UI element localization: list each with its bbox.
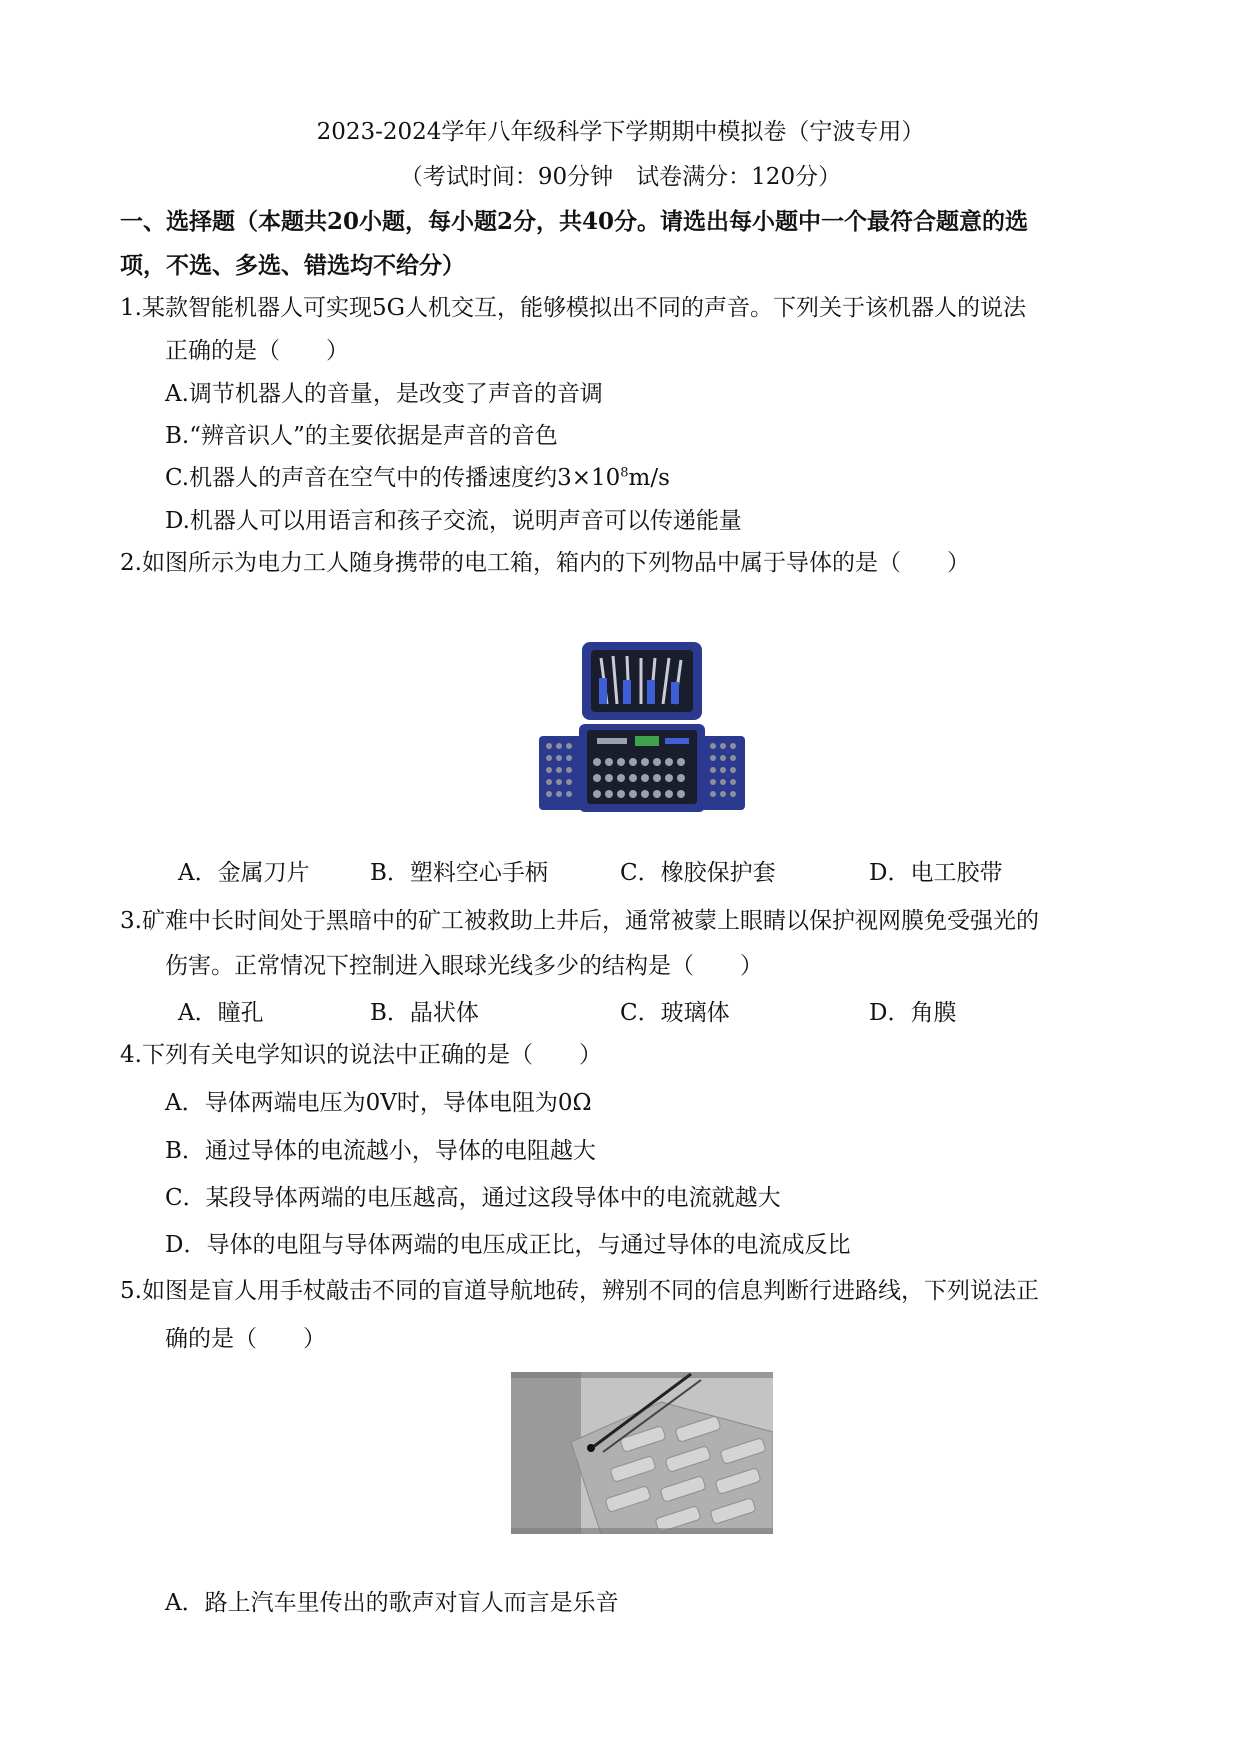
question-1-option-a: A.调节机器人的音量，是改变了声音的音调 — [165, 381, 603, 407]
option-c-unit: m/s — [628, 465, 670, 491]
question-5-stem: 5.如图是盲人用手杖敲击不同的盲道导航地砖，辨别不同的信息判断行进路线，下列说法正 — [120, 1278, 1039, 1304]
question-2-stem: 2.如图所示为电力工人随身携带的电工箱，箱内的下列物品中属于导体的是（ ） — [120, 550, 970, 576]
section-header-line1: 一、选择题（本题共20小题，每小题2分，共40分。请选出每小题中一个最符合题意的选 — [120, 208, 1029, 235]
question-3-stem: 3.矿难中长时间处于黑暗中的矿工被救助上井后，通常被蒙上眼睛以保护视网膜免受强光的 — [120, 908, 1039, 934]
question-5-option-a: A．路上汽车里传出的歌声对盲人而言是乐音 — [165, 1590, 619, 1616]
question-3-option-a: A．瞳孔 — [178, 1000, 264, 1026]
page-subtitle: （考试时间：90分钟 试卷满分：120分） — [399, 164, 842, 190]
question-2-option-b: B．塑料空心手柄 — [370, 860, 548, 886]
question-2-option-a: A．金属刀片 — [178, 860, 310, 886]
question-4-option-a: A．导体两端电压为0V时，导体电阻为0Ω — [165, 1090, 592, 1116]
section-header-line2: 项，不选、多选、错选均不给分） — [120, 252, 465, 279]
question-4-option-d: D．导体的电阻与导体两端的电压成正比，与通过导体的电流成反比 — [165, 1232, 851, 1258]
question-4-option-b: B．通过导体的电流越小，导体的电阻越大 — [165, 1138, 596, 1164]
question-1-stem-cont: 正确的是（ ） — [165, 338, 349, 364]
question-2-option-d: D．电工胶带 — [869, 860, 1003, 886]
question-1-option-d: D.机器人可以用语言和孩子交流，说明声音可以传递能量 — [165, 508, 742, 534]
question-3-option-c: C．玻璃体 — [620, 1000, 730, 1026]
question-5-stem-cont: 确的是（ ） — [165, 1326, 326, 1352]
question-3-option-b: B．晶状体 — [370, 1000, 479, 1026]
option-c-exponent: 8 — [620, 465, 629, 481]
question-4-option-c: C．某段导体两端的电压越高，通过这段导体中的电流就越大 — [165, 1185, 781, 1211]
question-1-stem: 1.某款智能机器人可实现5G人机交互，能够模拟出不同的声音。下列关于该机器人的说法 — [120, 295, 1026, 321]
question-4-stem: 4.下列有关电学知识的说法中正确的是（ ） — [120, 1042, 602, 1068]
page-title: 2023-2024学年八年级科学下学期期中模拟卷（宁波专用） — [316, 119, 925, 145]
tactile-paving-image — [511, 1372, 773, 1534]
option-c-text: C.机器人的声音在空气中的传播速度约3×10 — [165, 465, 621, 491]
question-3-option-d: D．角膜 — [869, 1000, 957, 1026]
question-3-stem-cont: 伤害。正常情况下控制进入眼球光线多少的结构是（ ） — [165, 953, 763, 979]
question-2-option-c: C．橡胶保护套 — [620, 860, 776, 886]
question-1-option-b: B.“辨音识人”的主要依据是声音的音色 — [165, 423, 558, 449]
question-1-option-c — [165, 463, 670, 493]
toolbox-image — [537, 638, 747, 818]
